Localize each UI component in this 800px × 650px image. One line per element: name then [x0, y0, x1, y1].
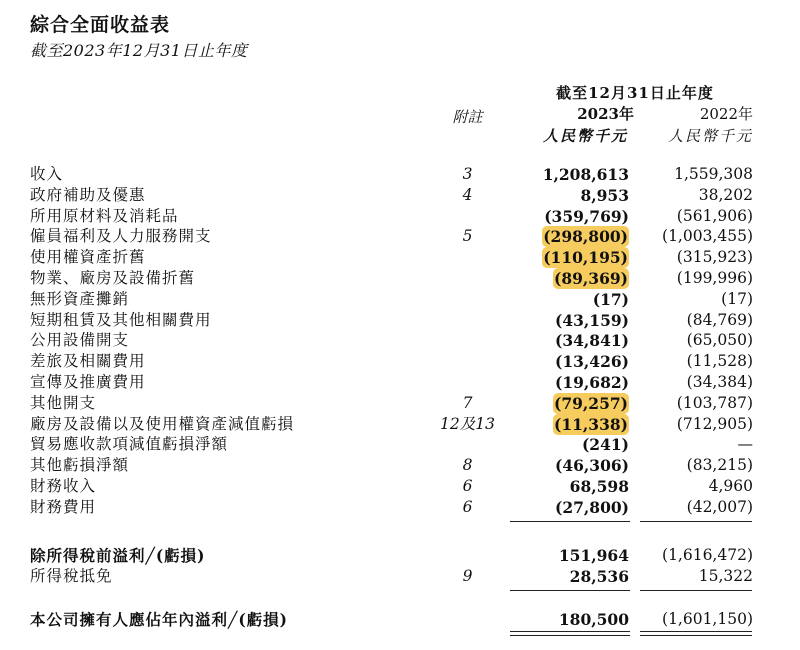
row-value-2023: (19,682) — [555, 373, 629, 392]
table-row — [0, 247, 800, 268]
row-value-2023: 180,500 — [558, 610, 629, 629]
row-value-2022: (83,215) — [686, 456, 753, 475]
period-heading: 截至12月31日止年度 — [556, 84, 714, 102]
row-value-2022: (11,528) — [686, 352, 753, 371]
row-note: 5 — [462, 227, 473, 246]
row-value-2022: (34,384) — [686, 373, 753, 391]
col-2022-unit: 人民幣千元 — [667, 127, 753, 145]
row-label: 其他開支 — [30, 393, 97, 412]
row-value-2022: (65,050) — [686, 331, 753, 350]
note-column-heading: 附註 — [452, 108, 483, 126]
row-label: 本公司擁有人應佔年內溢利╱(虧損) — [30, 610, 289, 629]
row-value-2023: 28,536 — [569, 567, 629, 586]
row-value-2022: (315,923) — [676, 248, 753, 267]
table-row — [0, 476, 800, 497]
row-label: 貿易應收款項減值虧損淨額 — [30, 435, 229, 454]
row-label: 政府補助及優惠 — [30, 185, 146, 204]
row-value-2023: (43,159) — [555, 310, 629, 330]
table-row — [0, 226, 800, 247]
row-value-2022: (1,601,150) — [662, 610, 753, 628]
subtotal-rule-2023 — [510, 521, 630, 522]
subtotal-rule-2022 — [640, 521, 752, 522]
row-value-2023: (46,306) — [555, 456, 629, 476]
row-label: 宣傳及推廣費用 — [30, 373, 146, 391]
col-2023-year: 2023年 — [577, 105, 634, 123]
row-value-2022: (42,007) — [686, 497, 753, 516]
row-value-2022: (712,905) — [676, 414, 753, 433]
subtotal-rule-2023-b — [510, 590, 630, 591]
row-label: 使用權資產折舊 — [30, 248, 146, 267]
row-value-2022: (1,003,455) — [662, 227, 753, 246]
row-note: 8 — [462, 456, 473, 475]
row-label: 廠房及設備以及使用權資產減值虧損 — [30, 414, 295, 433]
row-note: 9 — [462, 567, 473, 585]
table-row — [0, 289, 800, 310]
table-row — [0, 414, 800, 435]
row-value-2022: (561,906) — [676, 206, 753, 225]
row-profit-before-tax — [0, 545, 800, 566]
row-note: 12及13 — [440, 414, 495, 433]
row-value-2023: 1,208,613 — [542, 165, 629, 184]
row-label: 僱員福利及人力服務開支 — [30, 227, 212, 246]
row-value-2023: (359,769) — [544, 206, 629, 226]
row-label: 短期租賃及其他相關費用 — [30, 310, 212, 329]
col-2023-unit: 人民幣千元 — [542, 127, 628, 145]
row-value-2022: (17) — [721, 289, 753, 308]
table-row — [0, 497, 800, 518]
row-value-2022: (84,769) — [686, 310, 753, 329]
row-label: 收入 — [30, 165, 64, 183]
row-value-2023: (241) — [581, 435, 629, 455]
row-value-2022: (1,616,472) — [662, 546, 753, 564]
row-value-2023: (89,369) — [554, 269, 628, 288]
row-value-2023: 151,964 — [558, 546, 629, 565]
row-value-2022: 4,960 — [708, 477, 753, 495]
row-value-2023: (79,257) — [554, 393, 628, 413]
row-label: 差旅及相關費用 — [30, 352, 146, 371]
statement-subtitle: 截至2023年12月31日止年度 — [30, 41, 248, 60]
table-row — [0, 206, 800, 227]
table-row — [0, 434, 800, 455]
table-row — [0, 310, 800, 331]
row-value-2023: (17) — [592, 289, 629, 309]
row-label: 所用原材料及消耗品 — [30, 206, 179, 225]
row-value-2023: (11,338) — [554, 414, 628, 434]
row-value-2023: (110,195) — [543, 248, 628, 268]
total-double-rule-2023-top — [510, 631, 630, 632]
row-label: 所得稅抵免 — [30, 567, 113, 585]
row-label: 除所得稅前溢利╱(虧損) — [30, 546, 206, 565]
row-value-2022: (199,996) — [676, 269, 753, 287]
subtotal-rule-2022-b — [640, 590, 752, 591]
row-value-2022: — — [737, 435, 753, 454]
col-2022-year: 2022年 — [699, 105, 753, 123]
row-net-profit — [0, 609, 800, 630]
row-value-2023: 68,598 — [569, 477, 629, 496]
table-row — [0, 393, 800, 414]
total-double-rule-2022-top — [640, 631, 752, 632]
row-label: 財務費用 — [30, 497, 97, 516]
table-row — [0, 455, 800, 476]
table-row — [0, 372, 800, 393]
table-row — [0, 268, 800, 289]
row-value-2023: (13,426) — [555, 352, 629, 372]
row-label: 公用設備開支 — [30, 331, 130, 350]
table-row — [0, 330, 800, 351]
table-row — [0, 351, 800, 372]
row-note: 6 — [462, 477, 473, 495]
table-row — [0, 164, 800, 185]
row-value-2023: 8,953 — [580, 185, 629, 205]
row-note: 4 — [462, 185, 473, 204]
row-label: 物業、廠房及設備折舊 — [30, 269, 196, 287]
row-value-2023: (298,800) — [543, 227, 628, 247]
row-note: 6 — [462, 497, 473, 516]
row-value-2022: 1,559,308 — [674, 165, 753, 183]
table-row — [0, 185, 800, 206]
row-label: 其他虧損淨額 — [30, 456, 130, 475]
row-note: 7 — [462, 393, 473, 412]
row-label: 無形資產攤銷 — [30, 289, 130, 308]
row-note: 3 — [462, 165, 473, 183]
row-income-tax — [0, 566, 800, 587]
row-value-2023: (34,841) — [555, 331, 629, 351]
total-double-rule-2023-bottom — [510, 635, 630, 636]
total-double-rule-2022-bottom — [640, 635, 752, 636]
row-value-2023: (27,800) — [555, 497, 629, 517]
row-label: 財務收入 — [30, 477, 97, 495]
row-value-2022: 15,322 — [698, 567, 753, 585]
row-value-2022: (103,787) — [676, 393, 753, 412]
row-value-2022: 38,202 — [698, 185, 753, 204]
statement-title: 綜合全面收益表 — [30, 14, 171, 36]
